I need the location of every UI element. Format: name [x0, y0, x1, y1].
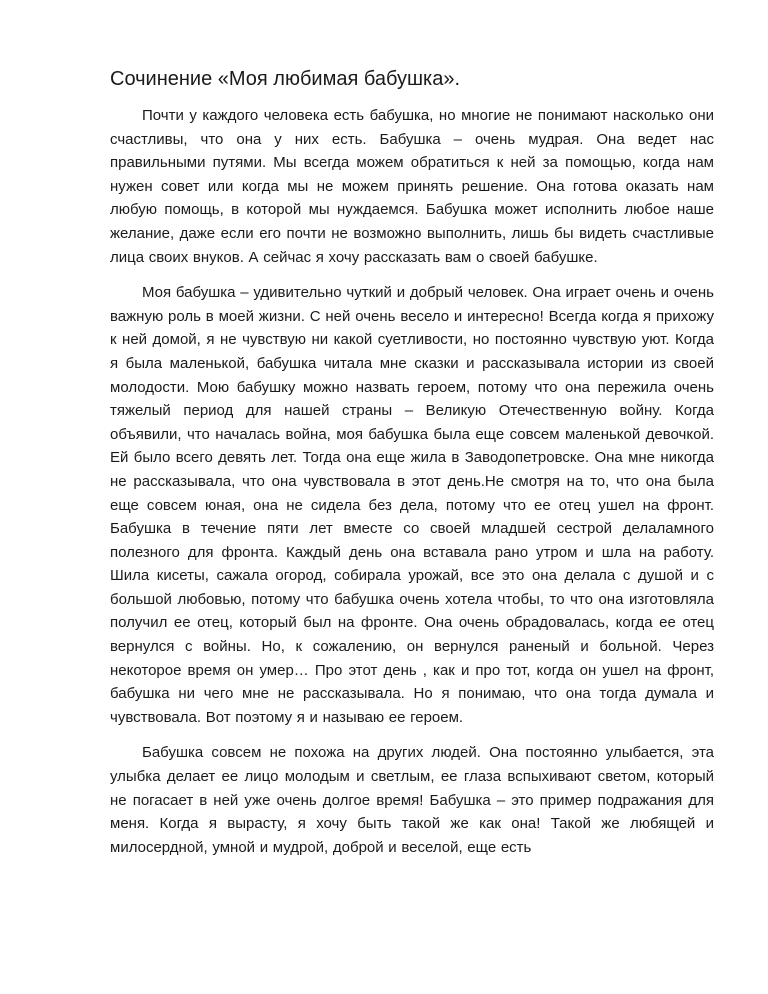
essay-title: Сочинение «Моя любимая бабушка». [110, 68, 461, 90]
paragraph-grandmother-story: Моя бабушка – удивительно чуткий и добрый человек. Она играет очень и очень важную роль в моей жизни. С ней очень весело и интересно! Всегда когда я прихожу к ней домой, я не чувствую ни какой суетливости, но постоянно чувствую уют. Когда я была маленькой, бабушка читала мне сказки и рассказывала истории из своей молодости. Мою бабушку можно назвать героем, потому что она пережила очень тяжелый период для нашей страны – Великую Отечественную войну. Когда объявили, что началась война, моя бабушка была еще совсем маленькой девочкой. Ей было всего девять лет. Тогда она еще жила в Заводопетровске. Она мне никогда не рассказывала, что она чувствовала в этот день.Не смотря на то, что она была еще совсем юная, она не сидела без дела, потому что ее отец ушел на фронт. Бабушка в течение пяти лет вместе со своей младшей сестрой делаламного полезного для фронта. Каждый день она вставала рано утром и шла на работу. Шила кисеты, сажала огород, собирала урожай, все это она делала с душой и с большой любовью, потому что бабушка очень хотела чтобы, то что она изготовляла получил ее отец, который был на фронте. Она очень обрадовалась, когда ее отец вернулся с войны. Но, к сожалению, он вернулся раненый и больной. Через некоторое время он умер… Про этот день , как и про тот, когда он ушел на фронт, бабушка ни чего мне не рассказывала. Но я понимаю, что она тогда думала и чувствовала. Вот поэтому я и называю ее героем. [110, 284, 714, 726]
essay-body [110, 104, 714, 871]
paragraph-grandmother-character: Бабушка совсем не похожа на других людей. Она постоянно улыбается, эта улыбка делает ее лицо молодым и светлым, ее глаза вспыхивают светом, который не погасает в ней уже очень долгое время! Бабушка – это пример подражания для меня. Когда я вырасту, я хочу быть такой же как она! Такой же любящей и милосердной, умной и мудрой, доброй и веселой, еще есть [110, 744, 714, 856]
paragraph-intro: Почти у каждого человека есть бабушка, но многие не понимают насколько они счастливы, что она у них есть. Бабушка – очень мудрая. Она ведет нас правильными путями. Мы всегда можем обратиться к ней за помощью, когда нам нужен совет или когда мы не можем принять решение. Она готова оказать нам любую помощь, в которой мы нуждаемся. Бабушка может исполнить любое наше желание, даже если его почти не возможно выполнить, лишь бы видеть счастливые лица своих внуков. А сейчас я хочу рассказать вам о своей бабушке. [110, 107, 714, 266]
